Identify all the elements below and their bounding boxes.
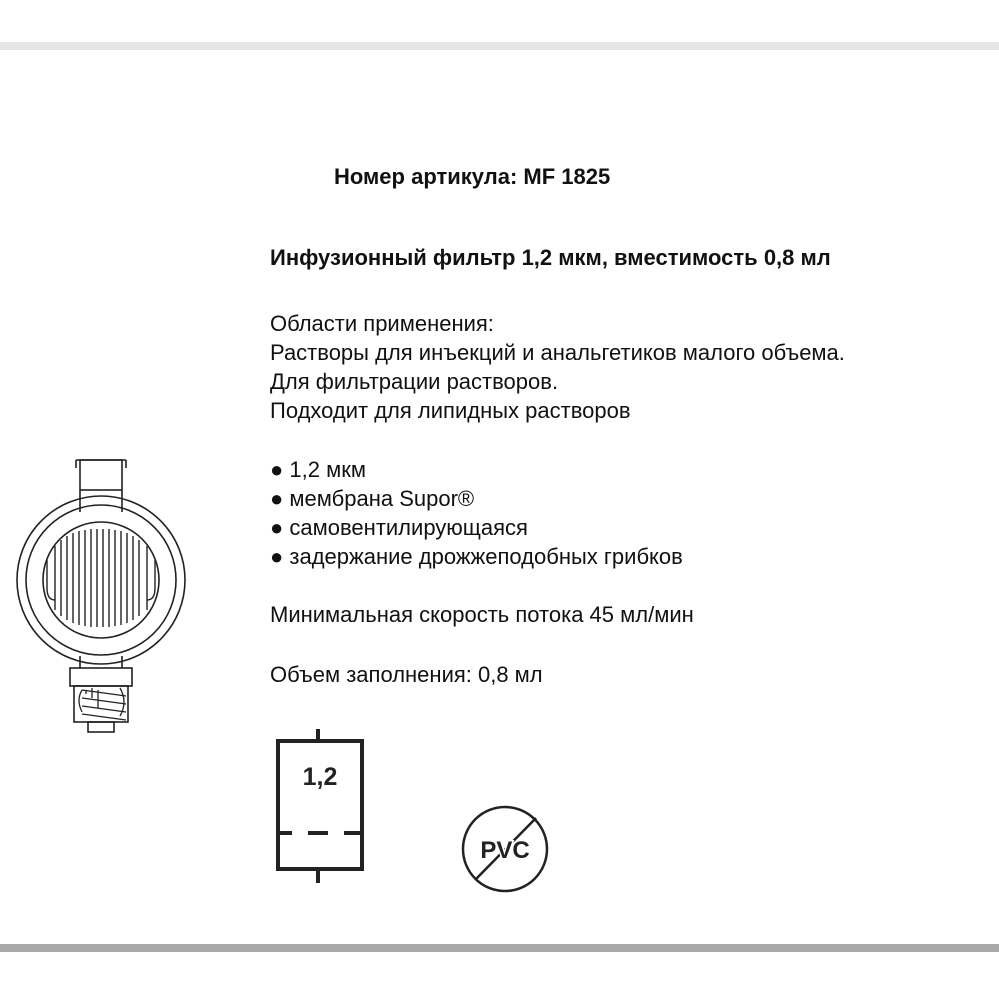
application-line: Для фильтрации растворов. <box>270 369 559 394</box>
feature-item: ● 1,2 мкм <box>270 457 366 482</box>
applications-heading: Области применения: <box>270 311 494 336</box>
feature-item: ● мембрана Supor® <box>270 486 475 511</box>
feature-item: ● задержание дрожжеподобных грибков <box>270 544 683 569</box>
top-divider <box>0 42 999 50</box>
applications-section <box>270 309 845 425</box>
bottom-divider <box>0 944 999 952</box>
fill-volume: Объем заполнения: 0,8 мл <box>270 662 543 687</box>
pvc-label: PVC <box>480 837 530 864</box>
product-title: Инфузионный фильтр 1,2 мкм, вместимость 0,8 мл <box>270 245 831 270</box>
feature-item: ● самовентилирующаяся <box>270 515 528 540</box>
application-line: Подходит для липидных растворов <box>270 398 631 423</box>
filter-illustration <box>10 450 200 740</box>
application-line: Растворы для инъекций и анальгетиков малого объема. <box>270 340 845 365</box>
features-list <box>270 455 683 571</box>
pore-size-symbol <box>270 727 370 887</box>
flow-rate: Минимальная скорость потока 45 мл/мин <box>270 602 694 627</box>
pvc-free-icon <box>452 800 562 900</box>
article-number: Номер артикула: MF 1825 <box>334 164 611 189</box>
pore-size-value: 1,2 <box>302 763 338 791</box>
